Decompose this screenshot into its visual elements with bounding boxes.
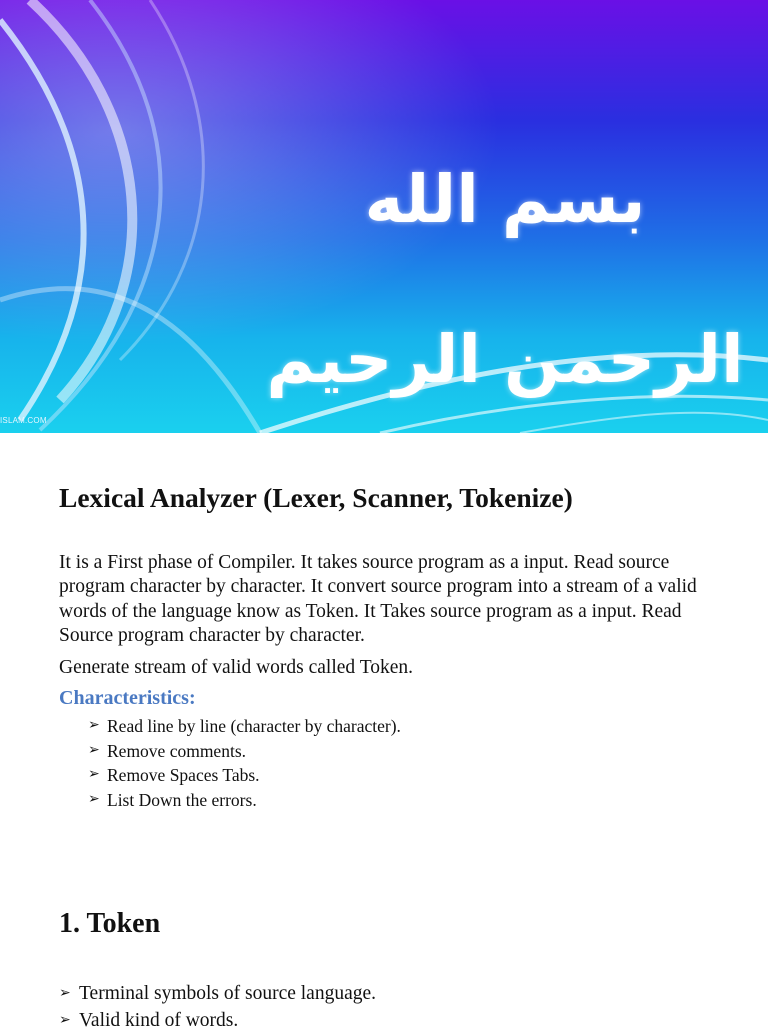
- arrow-bullet-icon: ➢: [88, 742, 100, 758]
- banner-watermark: ISLAM.COM: [0, 416, 47, 425]
- characteristics-list: [88, 714, 401, 813]
- arrow-bullet-icon: ➢: [59, 986, 71, 1001]
- characteristics-heading: Characteristics:: [59, 687, 196, 709]
- list-item: [59, 980, 376, 1007]
- list-item-text: Read line by line (character by character).: [107, 716, 401, 736]
- bismillah-calligraphy: بسم الله الرحمن الرحيم: [266, 161, 744, 398]
- header-banner-image: [0, 0, 768, 433]
- token-section-heading: 1. Token: [59, 908, 161, 939]
- list-item-text: Valid kind of words.: [79, 1010, 239, 1031]
- list-item: [59, 1007, 376, 1034]
- arrow-bullet-icon: ➢: [88, 767, 100, 783]
- summary-paragraph: Generate stream of valid words called Token.: [59, 657, 414, 678]
- list-item: [88, 763, 401, 788]
- arrow-bullet-icon: ➢: [88, 718, 100, 733]
- list-item-text: List Down the errors.: [107, 790, 257, 811]
- list-item-text: Terminal symbols of source language.: [79, 983, 377, 1004]
- page-title: Lexical Analyzer (Lexer, Scanner, Tokenize): [59, 482, 573, 513]
- list-item: [88, 739, 401, 764]
- token-list: [59, 980, 376, 1034]
- arrow-bullet-icon: ➢: [59, 1013, 71, 1028]
- arrow-bullet-icon: ➢: [88, 792, 100, 808]
- list-item: [88, 788, 401, 813]
- list-item-text: Remove Spaces Tabs.: [107, 765, 260, 786]
- intro-paragraph: It is a First phase of Compiler. It takes source program as a input. Read source program character by character. It convert source program into a stream of a valid words of the language know as Token. It Takes source program as a input. Read Source program character by character.: [59, 552, 697, 646]
- document-body: [59, 478, 719, 1031]
- list-item-text: Remove comments.: [107, 740, 247, 761]
- list-item: [88, 714, 401, 739]
